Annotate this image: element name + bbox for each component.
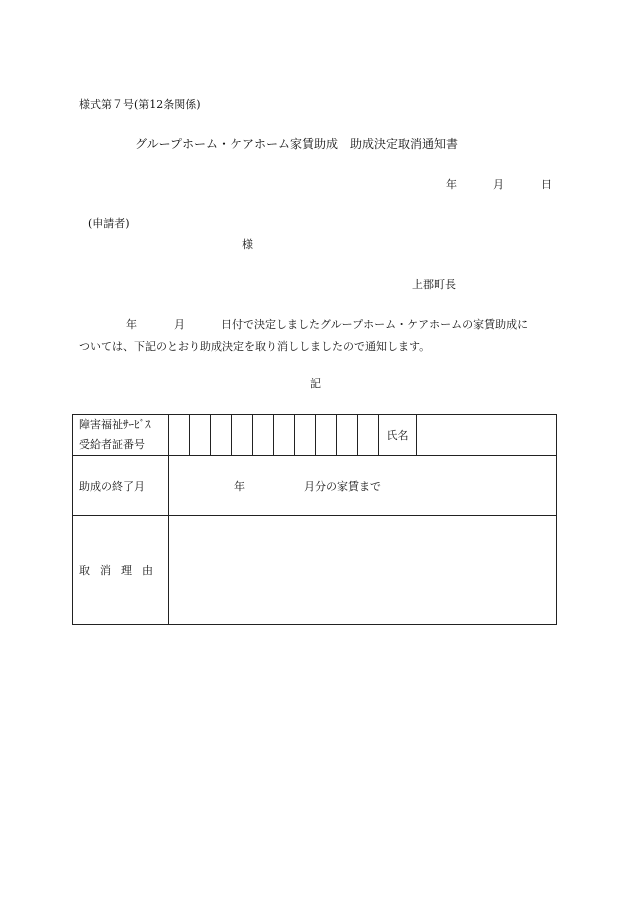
cert-digit-box[interactable] xyxy=(211,415,232,456)
reason-row xyxy=(73,516,557,625)
end-month-row xyxy=(73,456,557,516)
issuer: 上郡町長 xyxy=(412,278,456,291)
cert-digit-box[interactable] xyxy=(316,415,337,456)
end-month-year: 年 xyxy=(234,479,245,493)
applicant-label: (申請者) xyxy=(88,217,130,230)
name-field[interactable] xyxy=(417,415,557,456)
cert-digit-box[interactable] xyxy=(295,415,316,456)
cert-row xyxy=(73,415,557,456)
date-year: 年 xyxy=(446,178,457,191)
body-year: 年 xyxy=(126,318,137,331)
cert-digit-box[interactable] xyxy=(169,415,190,456)
ki-heading: 記 xyxy=(310,377,321,390)
body-month: 月 xyxy=(174,318,185,331)
body-line-1 xyxy=(126,319,528,330)
cert-digit-box[interactable] xyxy=(358,415,379,456)
cert-number-label xyxy=(73,415,169,456)
cert-digit-box[interactable] xyxy=(253,415,274,456)
cert-digit-box[interactable] xyxy=(232,415,253,456)
cert-label-line2: 受給者証番号 xyxy=(79,438,145,451)
end-month-field[interactable] xyxy=(169,456,557,516)
honorific: 様 xyxy=(242,238,253,251)
date-line xyxy=(446,179,552,190)
form-number: 様式第７号(第12条関係) xyxy=(79,98,201,111)
body-line1-text: 日付で決定しましたグループホーム・ケアホームの家賃助成に xyxy=(221,318,529,331)
cert-label-line1: 障害福祉ｻｰﾋﾞｽ xyxy=(79,418,151,431)
document-title: グループホーム・ケアホーム家賃助成 助成決定取消通知書 xyxy=(135,137,459,151)
reason-field[interactable] xyxy=(169,516,557,625)
name-label: 氏名 xyxy=(379,415,417,456)
body-line-2: ついては、下記のとおり助成決定を取り消ししましたので通知します。 xyxy=(79,340,431,353)
date-month: 月 xyxy=(493,178,504,191)
cert-digit-box[interactable] xyxy=(190,415,211,456)
end-month-label: 助成の終了月 xyxy=(73,456,169,516)
reason-label: 取消理由 xyxy=(73,516,169,625)
cert-digit-box[interactable] xyxy=(274,415,295,456)
record-table xyxy=(72,414,557,625)
cert-digit-box[interactable] xyxy=(337,415,358,456)
end-month-text: 月分の家賃まで xyxy=(304,479,381,493)
date-day: 日 xyxy=(541,178,552,191)
